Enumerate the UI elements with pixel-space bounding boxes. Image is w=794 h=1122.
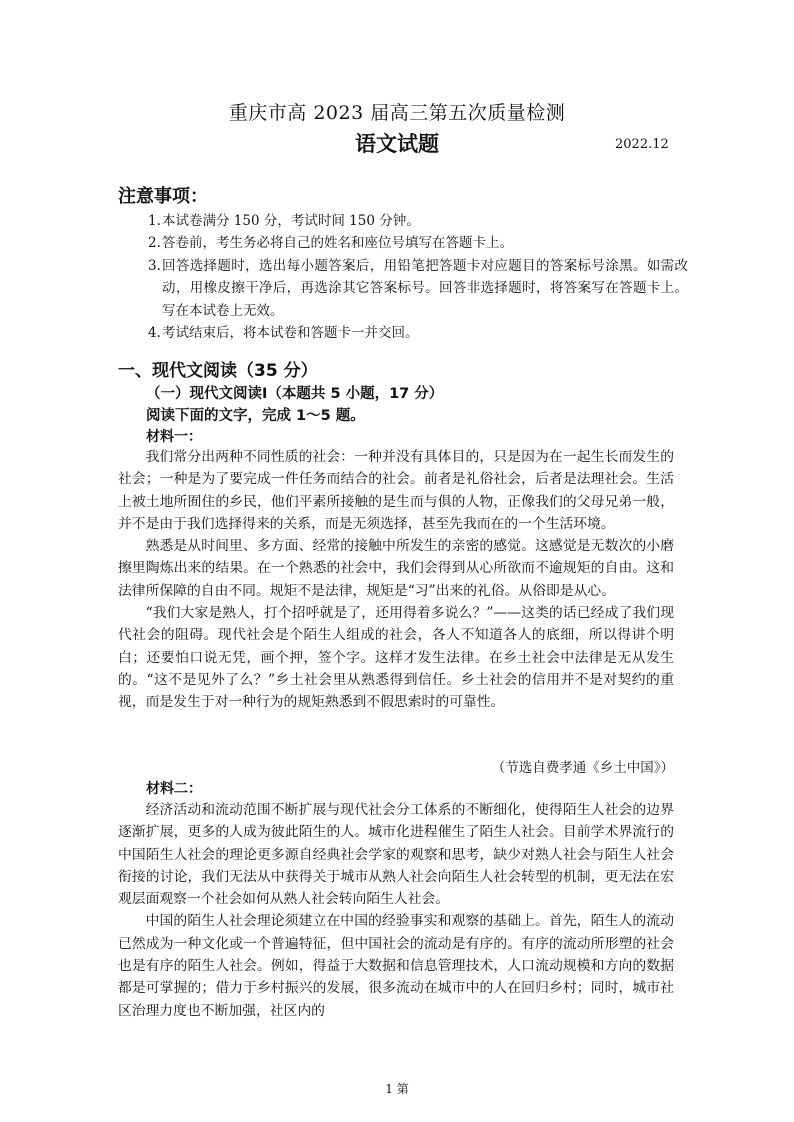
material-one-body — [118, 446, 674, 714]
exam-title: 重庆市高 2023 届高三第五次质量检测 — [228, 102, 566, 124]
note-item — [148, 255, 688, 322]
page-number: 1 第 — [385, 1082, 409, 1096]
reading-instruction: 阅读下面的文字，完成 1～5 题。 — [146, 408, 365, 424]
notes-heading: 注意事项： — [118, 186, 208, 207]
exam-date: 2022.12 — [615, 137, 669, 152]
note-number: 4. — [148, 325, 161, 342]
subsection-heading: （一）现代文阅读Ⅰ（本题共 5 小题，17 分） — [146, 386, 444, 402]
material-one-source: （节选自费孝通《乡土中国》） — [491, 760, 674, 776]
section-heading: 一、现代文阅读（35 分） — [118, 361, 318, 381]
note-item — [148, 210, 688, 232]
material-two-label: 材料二： — [146, 781, 202, 797]
paragraph: 我们常分出两种不同性质的社会：一种并没有具体目的，只是因为在一起生长而发生的社会；一种是为了要完成一件任务而结合的社会。前者是礼俗社会，后者是法理社会。生活上被土地所囿住的乡民，他们平素所接触的是生而与俱的人物，正像我们的父母兄弟一般，并不是由于我们选择得来的关系，而是无须选择，甚至先我而在的一个生活环境。 — [118, 449, 674, 532]
note-text: 答卷前，考生务必将自己的姓名和座位号填写在答题卡上。 — [162, 235, 513, 252]
note-item — [148, 322, 688, 344]
note-number: 3. — [148, 257, 161, 274]
paragraph: 熟悉是从时间里、多方面、经常的接触中所发生的亲密的感觉。这感觉是无数次的小磨擦里陶炼出来的结果。在一个熟悉的社会中，我们会得到从心所欲而不逾规矩的自由。这和法律所保障的自由不同。规矩不是法律，规矩是“习”出来的礼俗。从俗即是从心。 — [118, 538, 674, 599]
notes-list — [148, 210, 688, 344]
note-number: 2. — [148, 235, 161, 252]
note-text: 回答选择题时，选出每小题答案后，用铅笔把答题卡对应题目的答案标号涂黑。如需改动，用橡皮擦干净后，再选涂其它答案标号。回答非选择题时，将答案写在答题卡上。写在本试卷上无效。 — [162, 257, 688, 319]
material-one-label: 材料一： — [146, 429, 202, 445]
paragraph: 经济活动和流动范围不断扩展与现代社会分工体系的不断细化，使得陌生人社会的边界逐渐扩展，更多的人成为彼此陌生的人。城市化进程催生了陌生人社会。目前学术界流行的中国陌生人社会的理论更多源自经典社会学家的观察和思考，缺少对熟人社会与陌生人社会衔接的讨论，我们无法从中获得关于城市从熟人社会向陌生人社会转型的机制，更无法在宏观层面观察一个社会如何从熟人社会转向陌生人社会。 — [118, 802, 674, 908]
subject-title: 语文试题 — [355, 131, 439, 156]
note-item — [148, 232, 688, 254]
paragraph: “我们大家是熟人，打个招呼就是了，还用得着多说么？”——这类的话已经成了我们现代社会的阻碍。现代社会是个陌生人组成的社会，各人不知道各人的底细，所以得讲个明白；还要怕口说无凭，画个押，签个字。这样才发生法律。在乡土社会中法律是无从发生的。“这不是见外了么？”乡土社会里从熟悉得到信任。乡土社会的信用并不是对契约的重视，而是发生于对一种行为的规矩熟悉到不假思索时的可靠性。 — [118, 605, 674, 711]
material-two-body — [118, 799, 674, 1022]
paragraph: 中国的陌生人社会理论须建立在中国的经验事实和观察的基础上。首先，陌生人的流动已然成为一种文化或一个普遍特征，但中国社会的流动是有序的。有序的流动所形塑的社会也是有序的陌生人社会。例如，得益于大数据和信息管理技术，人口流动规模和方向的数据都是可掌握的；借力于乡村振兴的发展，很多流动在城市中的人在回归乡村；同时，城市社区治理力度也不断加强，社区内的 — [118, 913, 674, 1019]
note-text: 本试卷满分 150 分，考试时间 150 分钟。 — [162, 213, 420, 229]
note-text: 考试结束后，将本试卷和答题卡一并交回。 — [162, 325, 419, 342]
note-number: 1. — [148, 213, 161, 229]
